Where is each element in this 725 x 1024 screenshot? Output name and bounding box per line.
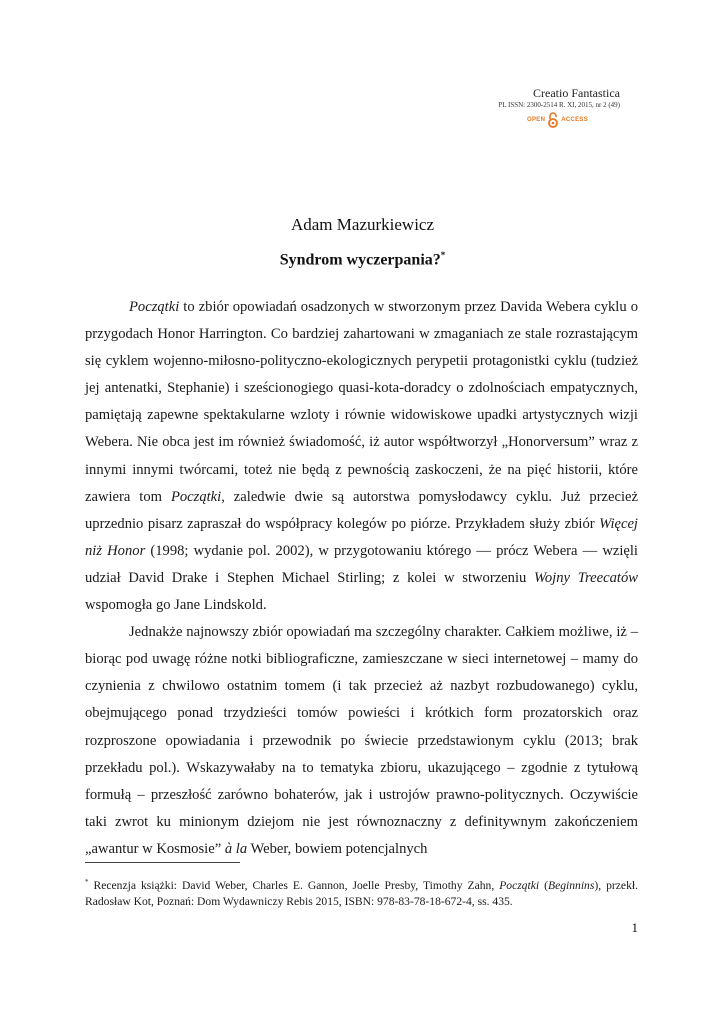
paragraph-segment: , zaledwie dwie są autorstwa pomysłodawcy cyklu. Już przecież uprzednio pisarz zapraszał do współpracy kolegów po piórze. Przykładem służy zbiór: [85, 488, 638, 532]
paragraph-italic-segment: Wojny Treecatów: [534, 569, 638, 586]
paragraph-italic-segment: à la: [224, 840, 248, 857]
paragraph-segment: wspomogła go Jane Lindskold.: [85, 597, 267, 614]
paragraph-italic-segment: Więcej niż Honor: [85, 515, 638, 559]
paragraph-segment: Weber, bowiem potencjalnych: [247, 840, 428, 857]
footnote-divider: [85, 862, 240, 863]
paragraph-italic-segment: Początki: [170, 488, 222, 505]
article-title-block: [0, 245, 725, 270]
footnote-mark: *: [85, 878, 89, 886]
footnote-segment: (: [539, 878, 548, 892]
paragraph-segment: Jednakże najnowszy zbiór opowiadań ma szczególny charakter. Całkiem możliwe, iż – biorąc pod uwagę różne notki bibliograficzne, zamieszczane w sieci internetowej – mamy do czynienia z chwilowo ostatnim tomem (i tak przecież aż nazbyt rozbudowanego) cyklu, obejmującego ponad trzydzieści tomów powieści i krótkich form prozatorskich oraz rozproszone opowiadania i przewodnik po świecie przedstawionym cyklu (2013; brak przekładu pol.). Wskazywałaby na to tematyka zbioru, ukazującego – zgodnie z tytułową formułą – przeszłość zarówno bohaterów, jak i ustrojów prawno-politycznych. Oczywiście taki zwrot ku minionym dziejom nie jest równoznaczny z definitywnym zakończeniem „awantur w Kosmosie”: [85, 624, 638, 857]
journal-issn: PL ISSN: 2300-2514 R. XI, 2015, nr 2 (49): [498, 101, 620, 109]
footnote-segment: Recenzja książki: David Weber, Charles E. Gannon, Joelle Presby, Timothy Zahn,: [88, 878, 500, 892]
open-lock-icon: [547, 112, 559, 128]
footnote-segment: ), przekł. Radosław Kot, Poznań: Dom Wydawniczy Rebis 2015, ISBN: 978-83-78-18-672-4, ss. 435.: [85, 878, 638, 908]
open-access-badge: [527, 112, 588, 128]
footnote-italic-segment: Beginnins: [548, 878, 595, 892]
body-paragraph-2: [85, 619, 638, 863]
page-number: 1: [631, 920, 638, 935]
paragraph-segment: (1998; wydanie pol. 2002), w przygotowaniu którego — prócz Webera — wzięli udział David Drake i Stephen Michael Stirling; z kolei w stworzeniu: [85, 542, 638, 586]
open-access-right-label: ACCESS: [561, 117, 589, 123]
paragraph-segment: to zbiór opowiadań osadzonych w stworzonym przez Davida Webera cyklu o przygodach Honor Harrington. Co bardziej zahartowani w zmaganiach ze stale rozrastającym się cyklem wojenno-miłosno-polityczno-ekologicznych perypetii protagonistki cyklu (tudzież jej antenatki, Stephanie) i sześcionogiego quasi-kota-doradcy o zdolnościach empatycznych, pamiętają zapewne spektakularne wzloty i równie widowiskowe upadki artystycznych wizji Webera. Nie obca jest im również świadomość, iż autor współtworzył „Honorversum” wraz z innymi innymi twórcami, toteż nie będą z pewnością zaskoczeni, że na pięć historii, które zawiera tom: [85, 299, 638, 505]
journal-header: [430, 86, 620, 110]
article-body: [85, 294, 638, 863]
article-title: Syndrom wyczerpania?: [279, 251, 441, 269]
footnote: [85, 874, 638, 910]
footnote-text: [85, 879, 638, 908]
paragraph-italic-segment: Początki: [129, 299, 180, 315]
journal-title: Creatio Fantastica: [533, 86, 620, 100]
author-name: Adam Mazurkiewicz: [290, 215, 435, 234]
title-footnote-mark: *: [440, 250, 446, 260]
body-paragraph-1: [85, 294, 638, 619]
open-access-left-label: OPEN: [527, 117, 546, 123]
footnote-italic-segment: Początki: [499, 878, 540, 892]
